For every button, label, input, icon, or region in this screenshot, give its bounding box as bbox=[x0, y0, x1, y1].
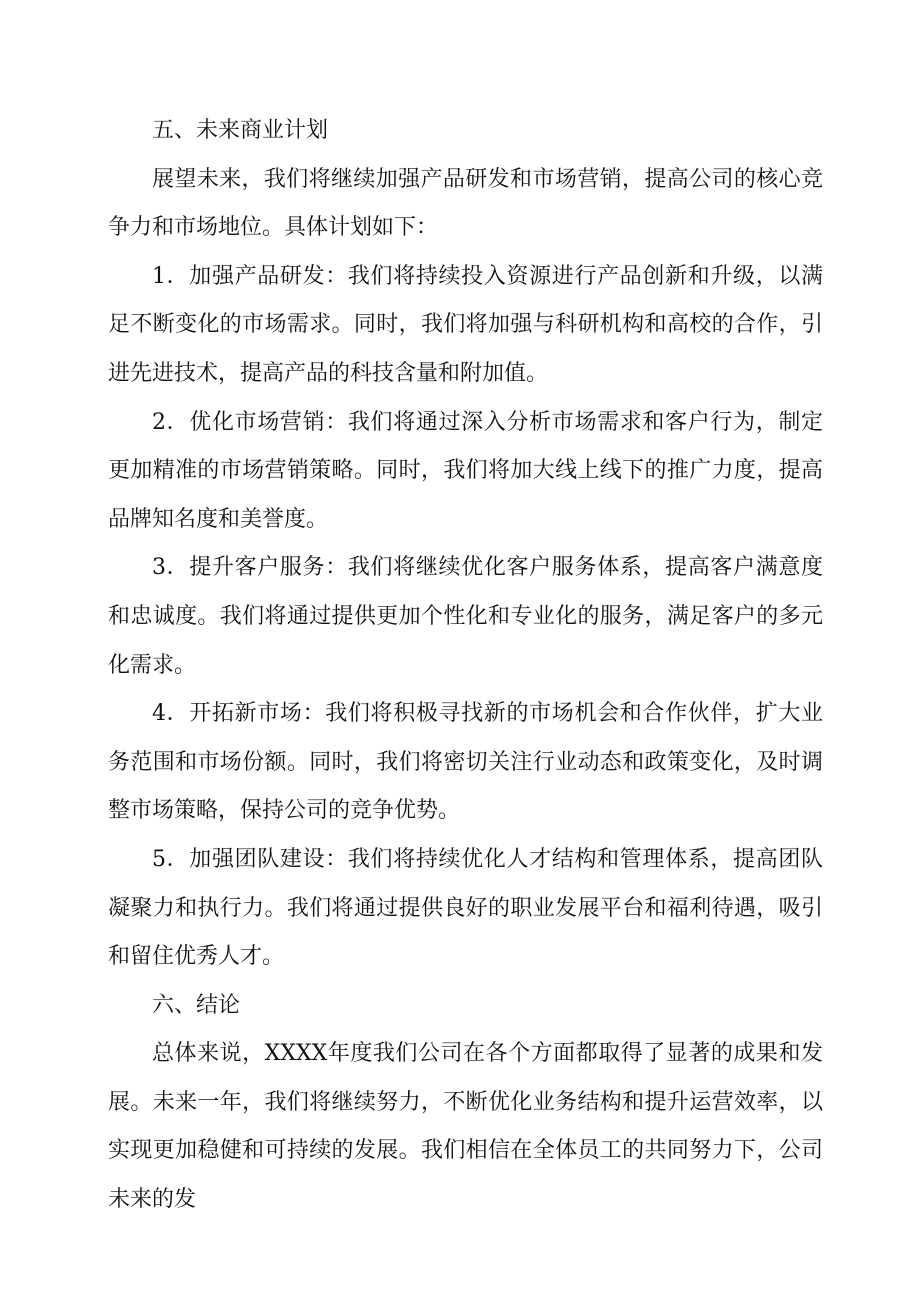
document-body bbox=[108, 107, 823, 1225]
section-five-heading: 五、未来商业计划 bbox=[152, 118, 329, 143]
plan-item-4: 4．开拓新市场：我们将积极寻找新的市场机会和合作伙伴，扩大业务范围和市场份额。同时，我们将密切关注行业动态和政策变化，及时调整市场策略，保持公司的竞争优势。 bbox=[108, 701, 823, 824]
conclusion-paragraph: 总体来说，XXXX年度我们公司在各个方面都取得了显著的成果和发展。未来一年，我们将继续努力，不断优化业务结构和提升运营效率，以实现更加稳健和可持续的发展。我们相信在全体员工的共同努力下，公司未来的发 bbox=[108, 1041, 823, 1213]
plan-item-1: 1．加强产品研发：我们将持续投入资源进行产品创新和升级，以满足不断变化的市场需求。同时，我们将加强与科研机构和高校的合作，引进先进技术，提高产品的科技含量和附加值。 bbox=[108, 263, 823, 386]
plan-item-2: 2．优化市场营销：我们将通过深入分析市场需求和客户行为，制定更加精准的市场营销策略。同时，我们将加大线上线下的推广力度，提高品牌知名度和美誉度。 bbox=[108, 409, 823, 532]
plan-item-5: 5．加强团队建设：我们将持续优化人才结构和管理体系，提高团队凝聚力和执行力。我们将通过提供良好的职业发展平台和福利待遇，吸引和留住优秀人才。 bbox=[108, 846, 823, 970]
plan-item-3: 3．提升客户服务：我们将继续优化客户服务体系，提高客户满意度和忠诚度。我们将通过提供更加个性化和专业化的服务，满足客户的多元化需求。 bbox=[108, 555, 823, 678]
section-six-heading: 六、结论 bbox=[152, 992, 241, 1018]
section-five-intro: 展望未来，我们将继续加强产品研发和市场营销，提高公司的核心竞争力和市场地位。具体计划如下： bbox=[108, 166, 823, 241]
